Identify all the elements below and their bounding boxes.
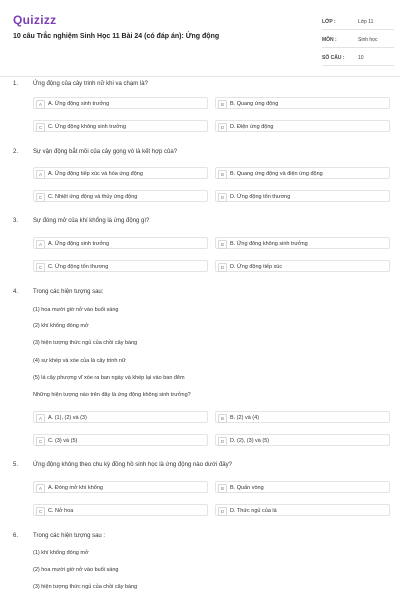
option-letter: B [218,170,227,179]
option-b[interactable] [215,411,390,423]
meta-row-count [322,50,394,66]
option-text: D. Ứng động tổn thương [230,193,291,200]
option-text: A. Ứng động sinh trưởng [48,240,110,247]
option-text: D. Thức ngủ của lá [230,507,277,514]
statement: (5) lá cây phượng vĩ xòe ra ban ngày và khép lại vào ban đêm [33,375,185,381]
statement: (3) hiện tượng thức ngủ của chồi cây bàng [33,584,138,590]
option-a[interactable] [33,411,208,423]
option-c[interactable] [33,190,208,202]
statement: (3) hiện tượng thức ngủ của chồi cây bàng [33,340,138,346]
option-a[interactable] [33,97,208,109]
option-text: A. Ứng động tiếp xúc và hóa ứng động [48,170,143,177]
worksheet-title: 10 câu Trắc nghiệm Sinh Học 11 Bài 24 (có đáp án): Ứng động [13,33,220,40]
question-number: 6. [13,533,19,539]
question-number: 3. [13,218,19,224]
option-letter: C [36,263,45,272]
meta-panel [322,14,394,68]
option-letter: B [218,484,227,493]
option-d[interactable] [215,120,390,132]
option-c[interactable] [33,434,208,446]
option-letter: B [218,100,227,109]
question-number: 1. [13,81,19,87]
question-number: 5. [13,462,19,468]
option-letter: C [36,193,45,202]
option-letter: D [218,263,227,272]
option-a[interactable] [33,237,208,249]
option-text: B. Quấn vòng [230,484,264,491]
option-text: C. Ứng động không sinh trưởng [48,123,127,130]
option-text: B. Ứng đông không sinh trưởng [230,240,308,247]
option-text: B. Quang ứng động và điện ứng động [230,170,323,177]
statement: (2) khí khổng đóng mở [33,323,89,329]
statement: (1) khí khổng đóng mở [33,550,89,556]
question-text: Ứng động của cây trinh nữ khi va chạm là? [33,81,148,87]
option-letter: C [36,507,45,516]
option-text: B. (2) và (4) [230,414,260,421]
meta-key: LỚP : [322,18,336,25]
option-text: B. Quang ứng động [230,100,279,107]
question-text: Trong các hiện tượng sau: [33,289,104,295]
option-text: C. (3) và (5) [48,437,78,444]
option-c[interactable] [33,120,208,132]
meta-key: SỐ CÂU : [322,54,345,61]
quizizz-logo: Quizizz [13,13,57,27]
option-d[interactable] [215,434,390,446]
option-letter: D [218,123,227,132]
option-letter: A [36,414,45,423]
option-text: C. Nhiệt ứng động và thủy ứng động [48,193,138,200]
option-letter: B [218,414,227,423]
option-b[interactable] [215,167,390,179]
option-b[interactable] [215,481,390,493]
statement: (4) sự khép và xòe của lá cây trinh nữ [33,358,126,364]
option-a[interactable] [33,481,208,493]
option-a[interactable] [33,167,208,179]
meta-value: Lớp 11 [358,18,374,25]
question-text: Sự vận động bắt mồi của cây gọng vó là kết hợp của? [33,149,178,155]
option-letter: B [218,240,227,249]
option-text: C. Ứng động tổn thương [48,263,109,270]
option-text: A. Đóng mở khí khổng [48,484,103,491]
worksheet-header [0,0,400,77]
option-letter: D [218,437,227,446]
statement: Những hiện tượng nào trên đây là ứng động không sinh trưởng? [33,392,191,398]
option-text: D. Điện ứng động [230,123,274,130]
option-d[interactable] [215,504,390,516]
option-text: D. (2), (3) và (5) [230,437,270,444]
option-letter: A [36,170,45,179]
option-d[interactable] [215,260,390,272]
meta-row-subject [322,32,394,48]
option-letter: D [218,193,227,202]
meta-row-class [322,14,394,30]
option-text: D. Ứng động tiếp xúc [230,263,283,270]
option-letter: C [36,123,45,132]
option-text: A. Ứng động sinh trưởng [48,100,110,107]
option-d[interactable] [215,190,390,202]
question-text: Sự đóng mở của khí khổng là ứng động gì? [33,218,150,224]
meta-value: 10 [358,54,364,61]
statement: (1) hoa mười giờ nở vào buổi sáng [33,307,119,313]
option-letter: A [36,484,45,493]
option-text: C. Nở hoa [48,507,74,514]
question-text: Trong các hiện tượng sau : [33,533,106,539]
option-letter: C [36,437,45,446]
question-number: 4. [13,289,19,295]
option-text: A. (1), (2) và (3) [48,414,87,421]
option-letter: A [36,240,45,249]
option-b[interactable] [215,237,390,249]
meta-key: MÔN : [322,36,337,43]
question-number: 2. [13,149,19,155]
statement: (2) hoa mười giờ nở vào buổi sáng [33,567,119,573]
option-c[interactable] [33,504,208,516]
option-letter: D [218,507,227,516]
option-letter: A [36,100,45,109]
option-c[interactable] [33,260,208,272]
option-b[interactable] [215,97,390,109]
question-text: Ứng động không theo chu kỳ đồng hồ sinh học là ứng động nào dưới đây? [33,462,232,468]
meta-value: Sinh học [358,36,378,43]
